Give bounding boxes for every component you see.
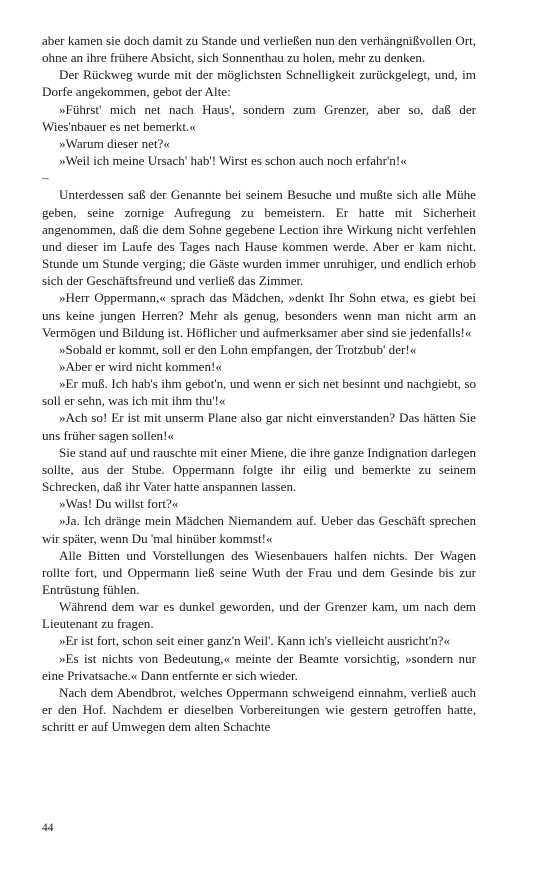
dialogue-line: »Es ist nichts von Bedeutung,« meinte der Beamte vorsichtig, »sondern nur eine Privatsache.« Dann entfernte er sich wieder. (42, 650, 476, 683)
dialogue-line: »Ja. Ich dränge mein Mädchen Niemandem auf. Ueber das Geschäft sprechen wir später, wenn Du 'mal hinüber kommst!« (42, 513, 476, 546)
paragraph: Der Rückweg wurde mit der möglichsten Schnelligkeit zurückgelegt, und, im Dorfe angekommen, gebot der Alte: (42, 67, 476, 100)
book-page (42, 32, 476, 735)
paragraph: Alle Bitten und Vorstellungen des Wiesenbauers halfen nichts. Der Wagen rollte fort, und Oppermann ließ seine Wuth der Frau und dem Gesinde bis zur Entrüstung fühlen. (42, 547, 476, 597)
dialogue-line: »Herr Oppermann,« sprach das Mädchen, »denkt Ihr Sohn etwa, es giebt bei uns keine jungen Herren? Mehr als genug, besonders wenn man nicht arm an Vermögen und Bildung ist. Höflicher und aufmerksamer aber sind sie jedenfalls!« (42, 290, 476, 340)
section-dash: – (42, 170, 49, 186)
paragraph: Sie stand auf und rauschte mit einer Miene, die ihre ganze Indignation darlegen sollte, aus der Stube. Oppermann folgte ihr eilig und bemerkte zu seinem Schrecken, daß ihr Vater hatte anspannen lassen. (42, 444, 476, 495)
paragraph: Unterdessen saß der Genannte bei seinem Besuche und mußte sich alle Mühe geben, seine zornige Aufregung zu bemeistern. Er hatte mit Sicherheit angenommen, daß die dem Sohne gegebene Lection ihre Wirkung nicht verfehlen und dieser im Laufe des Tages nach Hause kommen werde. Aber er kam nicht. Stunde um Stunde verging; die Gäste wurden immer unruhiger, und endlich erhob sich der Geschäftsfreund und verließ das Zimmer. (42, 187, 476, 289)
dialogue-line: »Ach so! Er ist mit unserm Plane also gar nicht einverstanden? Das hätten Sie uns früher sagen sollen!« (42, 410, 476, 443)
dialogue-line: »Weil ich meine Ursach' hab'! Wirst es schon auch noch erfahr'n!« (59, 153, 407, 169)
dialogue-line: »Sobald er kommt, soll er den Lohn empfangen, der Trotzbub' der!« (59, 341, 417, 357)
paragraph-continuation: aber kamen sie doch damit zu Stande und verließen nun den verhängnißvollen Ort, ohne an ihre frühere Absicht, sich Sonnenthau zu holen, mehr zu denken. (42, 33, 476, 66)
dialogue-line: »Was! Du willst fort?« (59, 496, 179, 512)
dialogue-line: »Aber er wird nicht kommen!« (59, 358, 222, 374)
dialogue-line: »Führst' mich net nach Haus', sondern zum Grenzer, aber so, daß der Wies'nbauer es net bemerkt.« (42, 101, 476, 134)
page-number: 44 (42, 822, 54, 834)
paragraph: Nach dem Abendbrot, welches Oppermann schweigend einnahm, verließ auch er den Hof. Nachdem er dieselben Vorbereitungen wie gestern getroffen hatte, schritt er auf Umwegen dem alten Schachte (42, 684, 476, 735)
dialogue-line: »Warum dieser net?« (59, 135, 170, 151)
dialogue-line: »Er muß. Ich hab's ihm gebot'n, und wenn er sich net besinnt und nachgiebt, so soll er sehn, was ich mit ihm thu'!« (42, 376, 476, 409)
paragraph: Während dem war es dunkel geworden, und der Grenzer kam, um nach dem Lieutenant zu fragen. (42, 599, 476, 632)
dialogue-line: »Er ist fort, schon seit einer ganz'n Weil'. Kann ich's vielleicht ausricht'n?« (59, 633, 451, 649)
